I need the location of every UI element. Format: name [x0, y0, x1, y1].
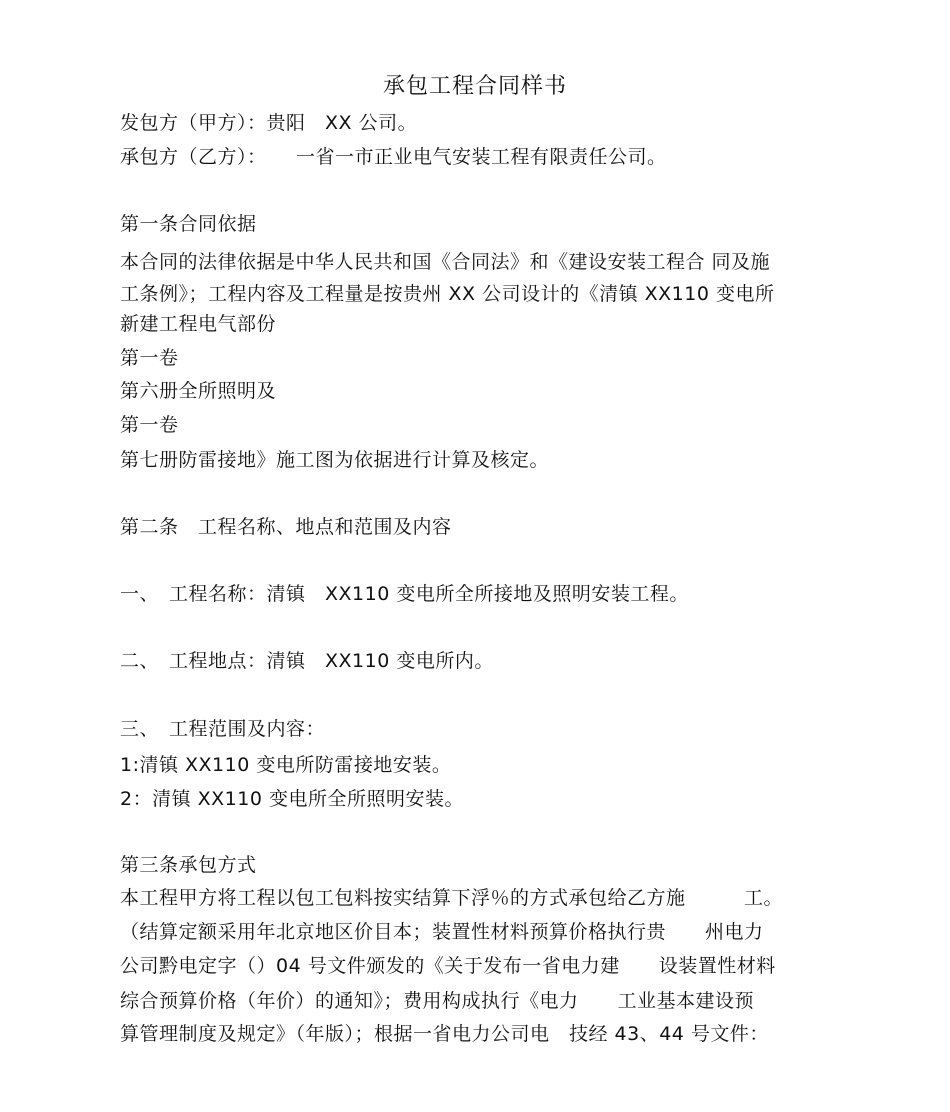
article3-line: 本工程甲方将工程以包工包料按实结算下浮％的方式承包给乙方施 工。 [120, 887, 784, 909]
article3-line: （结算定额采用年北京地区价目本；装置性材料预算价格执行贵 州电力 [120, 921, 764, 943]
article3-line: 算管理制度及规定》（年版）；根据一省电力公司电 技经 43、44 号文件： [120, 1023, 769, 1045]
article1-line: 新建工程电气部份 [120, 313, 277, 335]
document-title: 承包工程合同样书 [382, 74, 567, 99]
party-a-line: 发包方（甲方）：贵阳 XX 公司。 [120, 112, 418, 134]
article2-sub-item: 1:清镇 XX110 变电所防雷接地安装。 [120, 754, 452, 776]
article1-heading: 第一条合同依据 [120, 213, 257, 235]
party-b-line: 承包方（乙方）： 一省一市正业电气安装工程有限责任公司。 [120, 146, 667, 168]
article2-heading: 第二条 工程名称、地点和范围及内容 [120, 516, 452, 538]
article2-item-location: 二、 工程地点：清镇 XX110 变电所内。 [120, 650, 494, 672]
article3-line: 公司黔电定字（）04 号文件颁发的《关于发布一省电力建 设装置性材料 [120, 955, 776, 977]
article2-item-name: 一、 工程名称：清镇 XX110 变电所全所接地及照明安装工程。 [120, 583, 689, 605]
article1-line: 工条例》；工程内容及工程量是按贵州 XX 公司设计的《清镇 XX110 变电所 [120, 283, 775, 305]
article2-item-scope: 三、 工程范围及内容： [120, 718, 326, 740]
article1-line: 第六册全所照明及 [120, 380, 277, 402]
article1-line: 第七册防雷接地》施工图为依据进行计算及核定。 [120, 449, 550, 471]
article1-line: 第一卷 [120, 347, 179, 369]
article2-sub-item: 2：清镇 XX110 变电所全所照明安装。 [120, 788, 464, 810]
article1-line: 本合同的法律依据是中华人民共和国《合同法》和《建设安装工程合 同及施 [120, 251, 771, 273]
article1-line: 第一卷 [120, 414, 179, 436]
article3-line: 综合预算价格（年价）的通知》；费用构成执行《电力 工业基本建设预 [120, 990, 755, 1012]
article3-heading: 第三条承包方式 [120, 854, 257, 876]
